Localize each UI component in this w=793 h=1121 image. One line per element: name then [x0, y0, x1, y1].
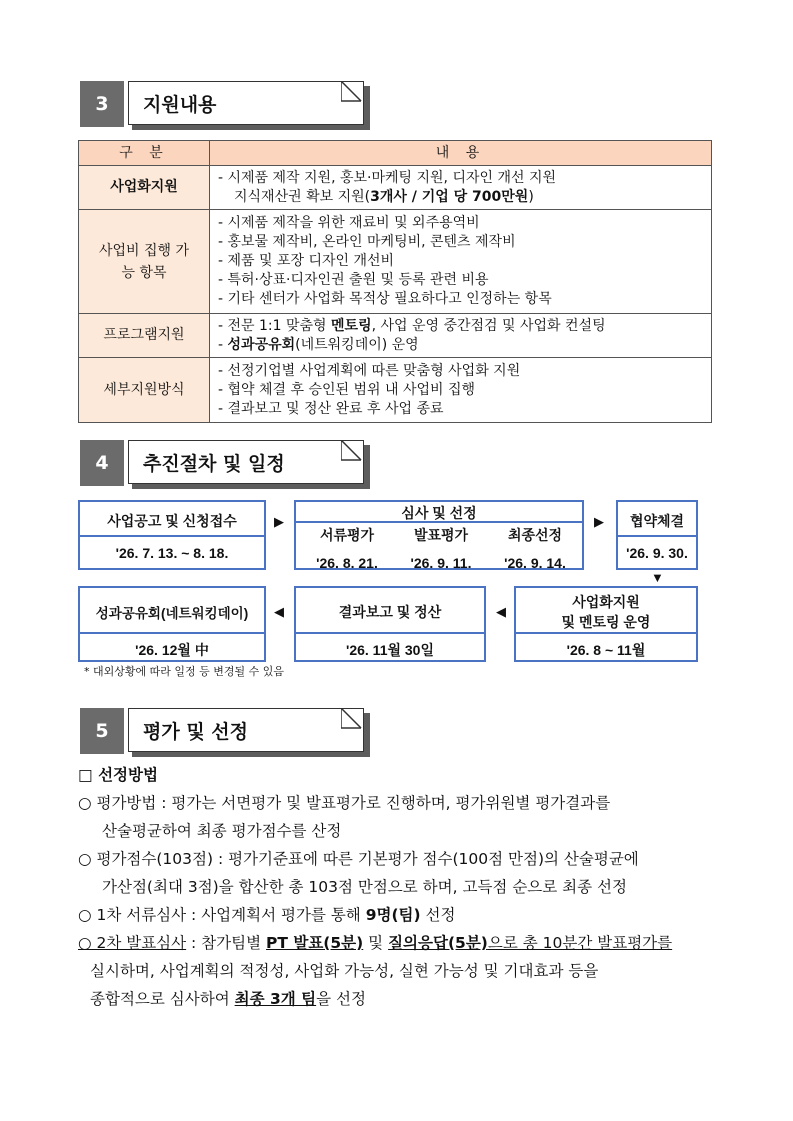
- step-apply: 사업공고 및 신청접수 '26. 7. 13. ~ 8. 18.: [78, 500, 266, 570]
- header-category: 구 분: [79, 141, 210, 166]
- method-item: ○ 1차 서류심사 : 사업계획서 평가를 통해 9명(팀) 선정: [78, 906, 456, 924]
- section-number: 3: [80, 81, 124, 127]
- arrow-down-icon: ▼: [651, 570, 664, 585]
- method-item: ○ 평가점수(103점) : 평가기준표에 따른 기본평가 점수(100점 만점)의 산술평균에: [78, 850, 639, 868]
- method-item-cont: 종합적으로 심사하여 최종 3개 팀을 선정: [90, 990, 366, 1008]
- schedule-note: * 대외상황에 따라 일정 등 변경될 수 있음: [84, 665, 284, 678]
- table-header-row: [79, 141, 712, 166]
- arrow-right-icon: ▶: [594, 514, 604, 529]
- table-row: [79, 358, 712, 423]
- section-3-header: [80, 81, 370, 127]
- method-item-cont: 실시하며, 사업계획의 적정성, 사업화 가능성, 실현 가능성 및 기대효과 등을: [90, 962, 599, 980]
- row-category: 사업비 집행 가능 항목: [79, 210, 210, 314]
- section-number: 5: [80, 708, 124, 754]
- row-content: - 시제품 제작을 위한 재료비 및 외주용역비 - 홍보물 제작비, 온라인 마케팅비, 콘텐츠 제작비 - 제품 및 포장 디자인 개선비 - 특허·상표·디자인권 출원 및 등록 관련 비용 - 기타 센터가 사업화 목적상 필요하다고 인정하는 항목: [210, 210, 712, 314]
- method-item-cont: 가산점(최대 3점)을 합산한 총 103점 만점으로 하며, 고득점 순으로 최종 선정: [102, 878, 627, 896]
- method-heading: □ 선정방법: [78, 766, 158, 784]
- review-presentation: 발표평가 '26. 9. 11.: [410, 527, 472, 571]
- arrow-right-icon: ▶: [274, 514, 284, 529]
- page-fold-icon: [341, 81, 365, 105]
- support-content-table: [78, 140, 712, 423]
- section-title: 지원내용: [128, 81, 364, 125]
- step-report: 결과보고 및 정산 '26. 11월 30일: [294, 586, 486, 662]
- step-sharing: 성과공유회(네트워킹데이) '26. 12월 中: [78, 586, 266, 662]
- row-content: - 시제품 제작 지원, 홍보·마케팅 지원, 디자인 개선 지원 지식재산권 확보 지원(3개사 / 기업 당 700만원): [210, 166, 712, 210]
- review-final: 최종선정 '26. 9. 14.: [504, 527, 566, 571]
- header-content: 내 용: [210, 141, 712, 166]
- section-number: 4: [80, 440, 124, 486]
- arrow-left-icon: ◀: [496, 604, 506, 619]
- row-category: 세부지원방식: [79, 358, 210, 423]
- review-doc: 서류평가 '26. 8. 21.: [316, 527, 378, 571]
- row-category: 사업화지원: [79, 166, 210, 210]
- page-fold-icon: [341, 708, 365, 732]
- row-category: 프로그램지원: [79, 314, 210, 358]
- section-5-header: [80, 708, 370, 754]
- step-review: 심사 및 선정 서류평가 '26. 8. 21. 발표평가 '26. 9. 11. 최종선정 '26. 9. 14.: [294, 500, 584, 570]
- step-support: 사업화지원 및 멘토링 운영 '26. 8 ~ 11월: [514, 586, 698, 662]
- arrow-left-icon: ◀: [274, 604, 284, 619]
- section-title: 추진절차 및 일정: [128, 440, 364, 484]
- method-item: ○ 평가방법 : 평가는 서면평가 및 발표평가로 진행하며, 평가위원별 평가결과를: [78, 794, 611, 812]
- section-title: 평가 및 선정: [128, 708, 364, 752]
- table-row: [79, 166, 712, 210]
- page-fold-icon: [341, 440, 365, 464]
- table-row: [79, 314, 712, 358]
- row-content: - 전문 1:1 맞춤형 멘토링, 사업 운영 중간점검 및 사업화 컨설팅 - 성과공유회(네트워킹데이) 운영: [210, 314, 712, 358]
- section-4-header: [80, 440, 370, 486]
- row-content: - 선정기업별 사업계획에 따른 맞춤형 사업화 지원 - 협약 체결 후 승인된 범위 내 사업비 집행 - 결과보고 및 정산 완료 후 사업 종료: [210, 358, 712, 423]
- table-row: [79, 210, 712, 314]
- method-item: ○ 2차 발표심사 : 참가팀별 PT 발표(5분) 및 질의응답(5분)으로 총 10분간 발표평가를: [78, 934, 673, 952]
- step-contract: 협약체결 '26. 9. 30.: [616, 500, 698, 570]
- selection-method: [78, 761, 672, 1013]
- method-item-cont: 산술평균하여 최종 평가점수를 산정: [102, 822, 342, 840]
